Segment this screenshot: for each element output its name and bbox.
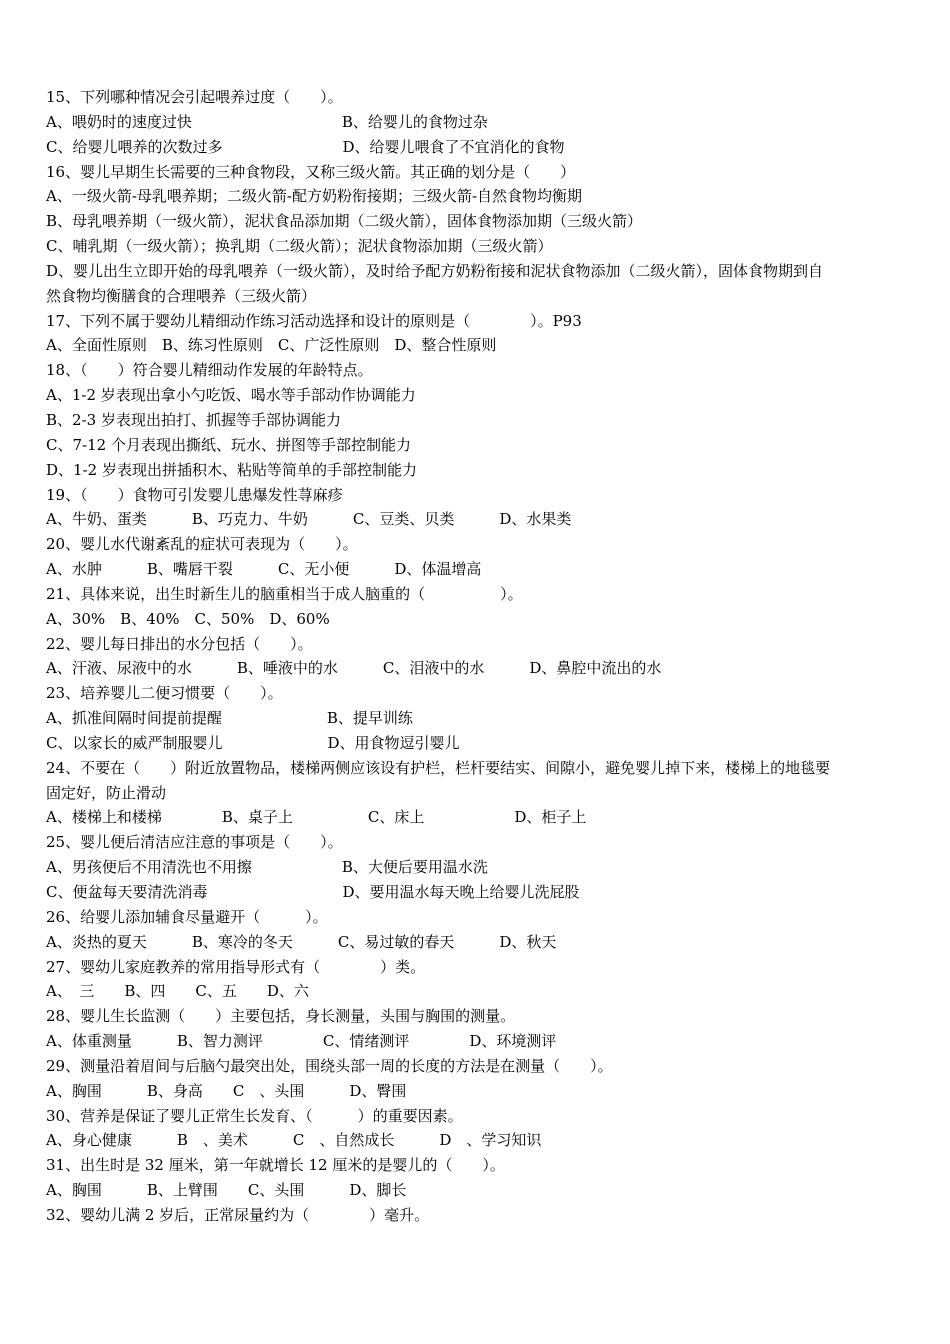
q15-options-ab: A、喂奶时的速度过快 B、给婴儿的食物过杂	[46, 112, 488, 131]
q15-stem: 15、下列哪种情况会引起喂养过度（ ）。	[46, 88, 343, 106]
q16-option-a: A、一级火箭-母乳喂养期；二级火箭-配方奶粉衔接期；三级火箭-自然食物均衡期	[46, 187, 583, 206]
q24-stem-continued: 固定好，防止滑动	[46, 783, 167, 802]
q22-options: A、汗液、尿液中的水 B、唾液中的水 C、泪液中的水 D、鼻腔中流出的水	[46, 659, 662, 678]
q20-stem: 20、婴儿水代谢紊乱的症状可表现为（ ）。	[46, 535, 358, 554]
q26-options: A、炎热的夏天 B、寒冷的冬天 C、易过敏的春天 D、秋天	[46, 932, 557, 951]
q28-stem: 28、婴儿生长监测（ ）主要包括，身长测量，头围与胸围的测量。	[46, 1007, 516, 1026]
q31-options: A、胸围 B、上臂围 C、头围 D、脚长	[46, 1181, 407, 1200]
q27-options: A、 三 B、四 C、五 D、六	[46, 982, 309, 1001]
q18-option-b: B、2-3 岁表现出拍打、抓握等手部协调能力	[46, 410, 341, 429]
q17-stem: 17、下列不属于婴幼儿精细动作练习活动选择和设计的原则是（ ）。P93	[46, 311, 582, 330]
q26-stem: 26、给婴儿添加辅食尽量避开（ ）。	[46, 907, 328, 926]
q31-stem: 31、出生时是 32 厘米，第一年就增长 12 厘米的是婴儿的（ ）。	[46, 1156, 505, 1175]
q19-options: A、牛奶、蛋类 B、巧克力、牛奶 C、豆类、贝类 D、水果类	[46, 510, 572, 529]
q22-stem: 22、婴儿每日排出的水分包括（ ）。	[46, 634, 313, 653]
q15-options-cd: C、给婴儿喂养的次数过多 D、给婴儿喂食了不宜消化的食物	[46, 137, 565, 156]
q25-options-ab: A、男孩便后不用清洗也不用擦 B、大便后要用温水洗	[46, 858, 488, 877]
q24-options: A、楼梯上和楼梯 B、桌子上 C、床上 D、柜子上	[46, 808, 587, 827]
q18-stem: 18、（ ）符合婴儿精细动作发展的年龄特点。	[46, 361, 373, 380]
q23-options-ab: A、抓准间隔时间提前提醒 B、提早训练	[46, 709, 413, 728]
q16-option-d-continued: 然食物均衡膳食的合理喂养（三级火箭）	[46, 286, 317, 305]
q17-options: A、全面性原则 B、练习性原则 C、广泛性原则 D、整合性原则	[46, 336, 497, 355]
q25-stem: 25、婴儿便后清洁应注意的事项是（ ）。	[46, 833, 343, 852]
q29-options: A、胸围 B、身高 C 、头围 D、臀围	[46, 1081, 407, 1100]
q21-options: A、30% B、40% C、50% D、60%	[46, 609, 330, 628]
q18-option-d: D、1-2 岁表现出拼插积木、粘贴等简单的手部控制能力	[46, 460, 417, 479]
q30-stem: 30、营养是保证了婴儿正常生长发育、（ ）的重要因素。	[46, 1106, 463, 1125]
q29-stem: 29、测量沿着眉间与后脑勺最突出处，围绕头部一周的长度的方法是在测量（ ）。	[46, 1056, 613, 1075]
q16-option-b: B、母乳喂养期（一级火箭），泥状食品添加期（二级火箭），固体食物添加期（三级火箭）	[46, 212, 643, 231]
q19-stem: 19、（ ）食物可引发婴儿患爆发性荨麻疹	[46, 485, 343, 504]
q32-stem: 32、婴幼儿满 2 岁后，正常尿量约为（ ）毫升。	[46, 1205, 430, 1224]
q18-option-c: C、7-12 个月表现出撕纸、玩水、拼图等手部控制能力	[46, 435, 411, 454]
q20-options: A、水肿 B、嘴唇干裂 C、无小便 D、体温增高	[46, 560, 482, 579]
q25-options-cd: C、便盆每天要清洗消毒 D、要用温水每天晚上给婴儿洗屁股	[46, 883, 580, 901]
q23-stem: 23、培养婴儿二便习惯要（ ）。	[46, 684, 283, 703]
q30-options: A、身心健康 B 、美术 C 、自然成长 D 、学习知识	[46, 1131, 542, 1150]
q21-stem: 21、具体来说，出生时新生儿的脑重相当于成人脑重的（ ）。	[46, 584, 523, 603]
q24-stem: 24、不要在（ ）附近放置物品，楼梯两侧应该设有护栏，栏杆要结实、间隙小，避免婴儿掉下来，楼梯上的地毯要	[46, 758, 831, 777]
q23-options-cd: C、以家长的威严制服婴儿 D、用食物逗引婴儿	[46, 733, 460, 752]
q28-options: A、体重测量 B、智力测评 C、情绪测评 D、环境测评	[46, 1032, 557, 1051]
q18-option-a: A、1-2 岁表现出拿小勺吃饭、喝水等手部动作协调能力	[46, 386, 416, 405]
q16-option-d: D、婴儿出生立即开始的母乳喂养（一级火箭），及时给予配方奶粉衔接和泥状食物添加（二级火箭），固体食物期到自	[46, 261, 824, 280]
q16-option-c: C、哺乳期（一级火箭）；换乳期（二级火箭）；泥状食物添加期（三级火箭）	[46, 237, 553, 256]
q27-stem: 27、婴幼儿家庭教养的常用指导形式有（ ）类。	[46, 957, 426, 976]
q16-stem: 16、婴儿早期生长需要的三种食物段，又称三级火箭。其正确的划分是（ ）	[46, 162, 576, 181]
